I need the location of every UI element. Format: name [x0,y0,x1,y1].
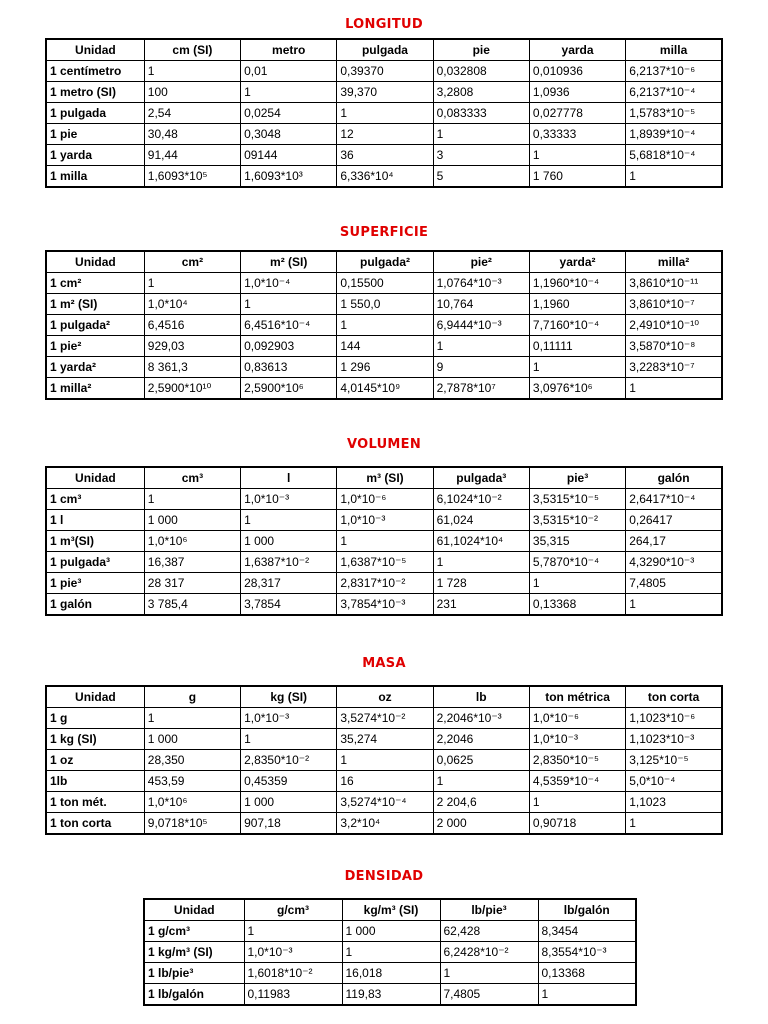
table-cell: 1 [337,531,433,552]
row-label: 1 oz [46,750,144,771]
header-cell: l [241,467,337,489]
table-row [144,963,636,984]
table-cell: 1,8939*10⁻⁴ [626,124,722,145]
table-cell: 1 [626,594,722,616]
table-cell: 6,2137*10⁻⁶ [626,61,722,82]
table-cell: 12 [337,124,433,145]
header-cell: oz [337,686,433,708]
table-cell: 28,317 [241,573,337,594]
table-cell: 1 [241,294,337,315]
table-cell: 1 550,0 [337,294,433,315]
table-cell: 16,387 [144,552,240,573]
table-cell: 1 [241,729,337,750]
header-row [46,686,722,708]
row-label: 1 pie³ [46,573,144,594]
table-cell: 28 317 [144,573,240,594]
row-label: 1 galón [46,594,144,616]
row-label: 1 kg (SI) [46,729,144,750]
table-row [46,489,722,510]
table-cell: 1 [626,378,722,400]
table-cell: 1 000 [144,510,240,531]
table-cell: 4,5359*10⁻⁴ [529,771,625,792]
table-cell: 0,027778 [529,103,625,124]
table-cell: 1 [626,813,722,835]
table-cell: 1 [241,82,337,103]
table-cell: 7,4805 [440,984,538,1006]
table-cell: 2,8317*10⁻² [337,573,433,594]
table-cell: 2,2046 [433,729,529,750]
table-cell: 3,7854*10⁻³ [337,594,433,616]
table-cell: 9,0718*10⁵ [144,813,240,835]
header-cell: pulgada [337,39,433,61]
table-cell: 1 [144,61,240,82]
table-row [46,594,722,616]
table-cell: 1 000 [144,729,240,750]
table-cell: 1,6018*10⁻² [244,963,342,984]
header-row [144,899,636,921]
table-masa [45,685,723,835]
header-cell: Unidad [46,251,144,273]
table-cell: 1 [433,124,529,145]
row-label: 1 milla [46,166,144,188]
table-cell: 1,6093*10³ [241,166,337,188]
row-label: 1 pulgada³ [46,552,144,573]
table-cell: 6,4516 [144,315,240,336]
table-cell: 6,2137*10⁻⁴ [626,82,722,103]
header-cell: m³ (SI) [337,467,433,489]
table-cell: 1 [433,336,529,357]
table-cell: 3,0976*10⁶ [529,378,625,400]
table-cell: 1 [144,489,240,510]
header-cell: milla [626,39,722,61]
table-cell: 8,3554*10⁻³ [538,942,636,963]
header-cell: pie [433,39,529,61]
table-cell: 1,0764*10⁻³ [433,273,529,294]
header-cell: Unidad [46,39,144,61]
table-cell: 62,428 [440,921,538,942]
table-cell: 3,5274*10⁻² [337,708,433,729]
table-cell: 91,44 [144,145,240,166]
table-cell: 2 000 [433,813,529,835]
table-cell: 16 [337,771,433,792]
table-cell: 2,8350*10⁻² [241,750,337,771]
table-cell: 9 [433,357,529,378]
table-volumen [45,466,723,616]
header-cell: g [144,686,240,708]
table-cell: 5 [433,166,529,188]
section-title: LONGITUD [345,17,423,32]
table-cell: 2,2046*10⁻³ [433,708,529,729]
table-cell: 1 [144,273,240,294]
table-cell: 36 [337,145,433,166]
table-cell: 3,8610*10⁻¹¹ [626,273,722,294]
table-cell: 35,274 [337,729,433,750]
header-cell: Unidad [46,467,144,489]
table-cell: 39,370 [337,82,433,103]
table-cell: 0,83613 [241,357,337,378]
table-row [144,921,636,942]
row-label: 1 centímetro [46,61,144,82]
header-cell: yarda² [529,251,625,273]
table-cell: 1 [337,315,433,336]
table-cell: 1 [433,552,529,573]
table-cell: 1,0*10⁻⁶ [337,489,433,510]
table-row [46,61,722,82]
table-cell: 2,7878*10⁷ [433,378,529,400]
section-superficie [0,224,768,400]
table-cell: 1 [538,984,636,1006]
table-cell: 3,2283*10⁻⁷ [626,357,722,378]
row-label: 1 cm³ [46,489,144,510]
table-cell: 6,336*10⁴ [337,166,433,188]
table-cell: 1 [433,771,529,792]
table-cell: 1 760 [529,166,625,188]
table-cell: 1 000 [241,531,337,552]
header-cell: cm³ [144,467,240,489]
table-cell: 2,8350*10⁻⁵ [529,750,625,771]
row-label: 1 yarda [46,145,144,166]
table-cell: 6,1024*10⁻² [433,489,529,510]
table-cell: 0,13368 [538,963,636,984]
section-longitud [0,16,768,188]
row-label: 1 ton corta [46,813,144,835]
table-cell: 1 [440,963,538,984]
table-row [46,103,722,124]
table-cell: 0,0625 [433,750,529,771]
header-row [46,467,722,489]
row-label: 1 yarda² [46,357,144,378]
table-row [46,792,722,813]
table-cell: 3,7854 [241,594,337,616]
table-cell: 3,125*10⁻⁵ [626,750,722,771]
section-title: SUPERFICIE [339,225,429,240]
table-cell: 1,0*10⁶ [144,531,240,552]
table-cell: 0,01 [241,61,337,82]
table-cell: 1 [529,145,625,166]
table-cell: 0,15500 [337,273,433,294]
table-cell: 16,018 [342,963,440,984]
table-row [46,273,722,294]
table-cell: 1 [529,792,625,813]
table-row [46,357,722,378]
row-label: 1 ton mét. [46,792,144,813]
table-cell: 1,1023 [626,792,722,813]
header-cell: kg/m³ (SI) [342,899,440,921]
table-cell: 1 [529,573,625,594]
table-cell: 1,0*10⁻³ [337,510,433,531]
row-label: 1 cm² [46,273,144,294]
table-cell: 3,2808 [433,82,529,103]
table-cell: 0,11983 [244,984,342,1006]
row-label: 1 metro (SI) [46,82,144,103]
table-row [46,82,722,103]
table-row [46,315,722,336]
section-volumen [0,436,768,616]
header-cell: ton métrica [529,686,625,708]
table-cell: 2 204,6 [433,792,529,813]
table-superficie [45,250,723,400]
table-row [46,145,722,166]
header-cell: m² (SI) [241,251,337,273]
table-cell: 119,83 [342,984,440,1006]
row-label: 1 pie² [46,336,144,357]
table-cell: 1,0*10⁻³ [241,489,337,510]
table-cell: 1,0936 [529,82,625,103]
table-cell: 0,90718 [529,813,625,835]
header-cell: kg (SI) [241,686,337,708]
section-densidad [0,868,768,1006]
table-row [46,750,722,771]
table-cell: 2,5900*10¹⁰ [144,378,240,400]
table-cell: 100 [144,82,240,103]
table-row [46,552,722,573]
table-cell: 2,6417*10⁻⁴ [626,489,722,510]
table-cell: 28,350 [144,750,240,771]
table-cell: 144 [337,336,433,357]
row-label: 1 lb/galón [144,984,244,1006]
table-cell: 8,3454 [538,921,636,942]
table-cell: 30,48 [144,124,240,145]
section-masa [0,655,768,835]
section-title: VOLUMEN [346,437,422,452]
table-cell: 1,0*10⁶ [144,792,240,813]
table-cell: 7,7160*10⁻⁴ [529,315,625,336]
table-cell: 10,764 [433,294,529,315]
table-row [46,124,722,145]
table-cell: 4,0145*10⁹ [337,378,433,400]
table-cell: 0,083333 [433,103,529,124]
table-cell: 3 785,4 [144,594,240,616]
header-cell: lb/pie³ [440,899,538,921]
table-row [46,531,722,552]
table-cell: 0,13368 [529,594,625,616]
table-cell: 1,0*10⁻⁴ [241,273,337,294]
header-cell: g/cm³ [244,899,342,921]
section-title: DENSIDAD [344,869,424,884]
row-label: 1 m³(SI) [46,531,144,552]
table-cell: 3,8610*10⁻⁷ [626,294,722,315]
table-row [46,573,722,594]
table-cell: 3,2*10⁴ [337,813,433,835]
table-cell: 1 [337,750,433,771]
row-label: 1 g [46,708,144,729]
table-cell: 6,2428*10⁻² [440,942,538,963]
header-cell: milla² [626,251,722,273]
header-row [46,39,722,61]
row-label: 1 kg/m³ (SI) [144,942,244,963]
table-cell: 0,45359 [241,771,337,792]
table-cell: 231 [433,594,529,616]
header-cell: lb/galón [538,899,636,921]
table-cell: 0,010936 [529,61,625,82]
table-cell: 3,5315*10⁻⁵ [529,489,625,510]
table-cell: 6,9444*10⁻³ [433,315,529,336]
table-cell: 3,5274*10⁻⁴ [337,792,433,813]
table-cell: 1 [529,357,625,378]
table-cell: 1,0*10⁻³ [241,708,337,729]
table-cell: 1,0*10⁻⁶ [529,708,625,729]
table-cell: 2,4910*10⁻¹⁰ [626,315,722,336]
table-cell: 453,59 [144,771,240,792]
table-cell: 09144 [241,145,337,166]
table-cell: 5,7870*10⁻⁴ [529,552,625,573]
table-cell: 0,26417 [626,510,722,531]
table-cell: 1,1023*10⁻³ [626,729,722,750]
row-label: 1 g/cm³ [144,921,244,942]
table-cell: 1 000 [241,792,337,813]
table-cell: 4,3290*10⁻³ [626,552,722,573]
table-cell: 264,17 [626,531,722,552]
table-cell: 1 [144,708,240,729]
section-title: MASA [362,656,406,671]
table-cell: 8 361,3 [144,357,240,378]
table-row [46,708,722,729]
header-cell: yarda [529,39,625,61]
header-cell: metro [241,39,337,61]
table-cell: 2,54 [144,103,240,124]
header-cell: galón [626,467,722,489]
row-label: 1 pulgada² [46,315,144,336]
table-cell: 61,024 [433,510,529,531]
table-cell: 5,0*10⁻⁴ [626,771,722,792]
table-cell: 0,092903 [241,336,337,357]
header-cell: pie² [433,251,529,273]
table-cell: 1,5783*10⁻⁵ [626,103,722,124]
table-cell: 1 [244,921,342,942]
header-cell: cm (SI) [144,39,240,61]
table-longitud [45,38,723,188]
table-cell: 1 296 [337,357,433,378]
table-cell: 1,6387*10⁻⁵ [337,552,433,573]
table-row [46,729,722,750]
table-cell: 929,03 [144,336,240,357]
table-cell: 35,315 [529,531,625,552]
table-cell: 61,1024*10⁴ [433,531,529,552]
table-cell: 1,6093*10⁵ [144,166,240,188]
table-cell: 3 [433,145,529,166]
row-label: 1 milla² [46,378,144,400]
table-cell: 2,5900*10⁶ [241,378,337,400]
table-cell: 1,1960*10⁻⁴ [529,273,625,294]
table-row [46,336,722,357]
table-cell: 0,33333 [529,124,625,145]
header-cell: pulgada² [337,251,433,273]
header-cell: pie³ [529,467,625,489]
table-row [144,942,636,963]
row-label: 1 pulgada [46,103,144,124]
table-cell: 1 [342,942,440,963]
row-label: 1 lb/pie³ [144,963,244,984]
table-row [46,166,722,188]
header-cell: pulgada³ [433,467,529,489]
table-cell: 3,5870*10⁻⁸ [626,336,722,357]
header-cell: lb [433,686,529,708]
table-cell: 3,5315*10⁻² [529,510,625,531]
table-cell: 1 000 [342,921,440,942]
table-cell: 0,0254 [241,103,337,124]
table-row [46,813,722,835]
table-cell: 1 728 [433,573,529,594]
row-label: 1lb [46,771,144,792]
table-cell: 1 [626,166,722,188]
table-cell: 1 [337,103,433,124]
table-cell: 0,39370 [337,61,433,82]
header-cell: cm² [144,251,240,273]
table-cell: 1,6387*10⁻² [241,552,337,573]
table-cell: 5,6818*10⁻⁴ [626,145,722,166]
table-cell: 1,0*10⁻³ [529,729,625,750]
table-cell: 1,0*10⁻³ [244,942,342,963]
header-cell: Unidad [46,686,144,708]
table-cell: 1,1023*10⁻⁶ [626,708,722,729]
header-cell: Unidad [144,899,244,921]
table-cell: 6,4516*10⁻⁴ [241,315,337,336]
table-cell: 0,11111 [529,336,625,357]
table-cell: 1,1960 [529,294,625,315]
row-label: 1 m² (SI) [46,294,144,315]
table-row [46,771,722,792]
row-label: 1 l [46,510,144,531]
header-cell: ton corta [626,686,722,708]
table-cell: 0,032808 [433,61,529,82]
row-label: 1 pie [46,124,144,145]
table-cell: 7,4805 [626,573,722,594]
table-cell: 0,3048 [241,124,337,145]
table-cell: 1 [241,510,337,531]
table-cell: 907,18 [241,813,337,835]
table-row [144,984,636,1006]
table-row [46,510,722,531]
table-row [46,294,722,315]
table-row [46,378,722,400]
header-row [46,251,722,273]
table-densidad [143,898,637,1006]
table-cell: 1,0*10⁴ [144,294,240,315]
